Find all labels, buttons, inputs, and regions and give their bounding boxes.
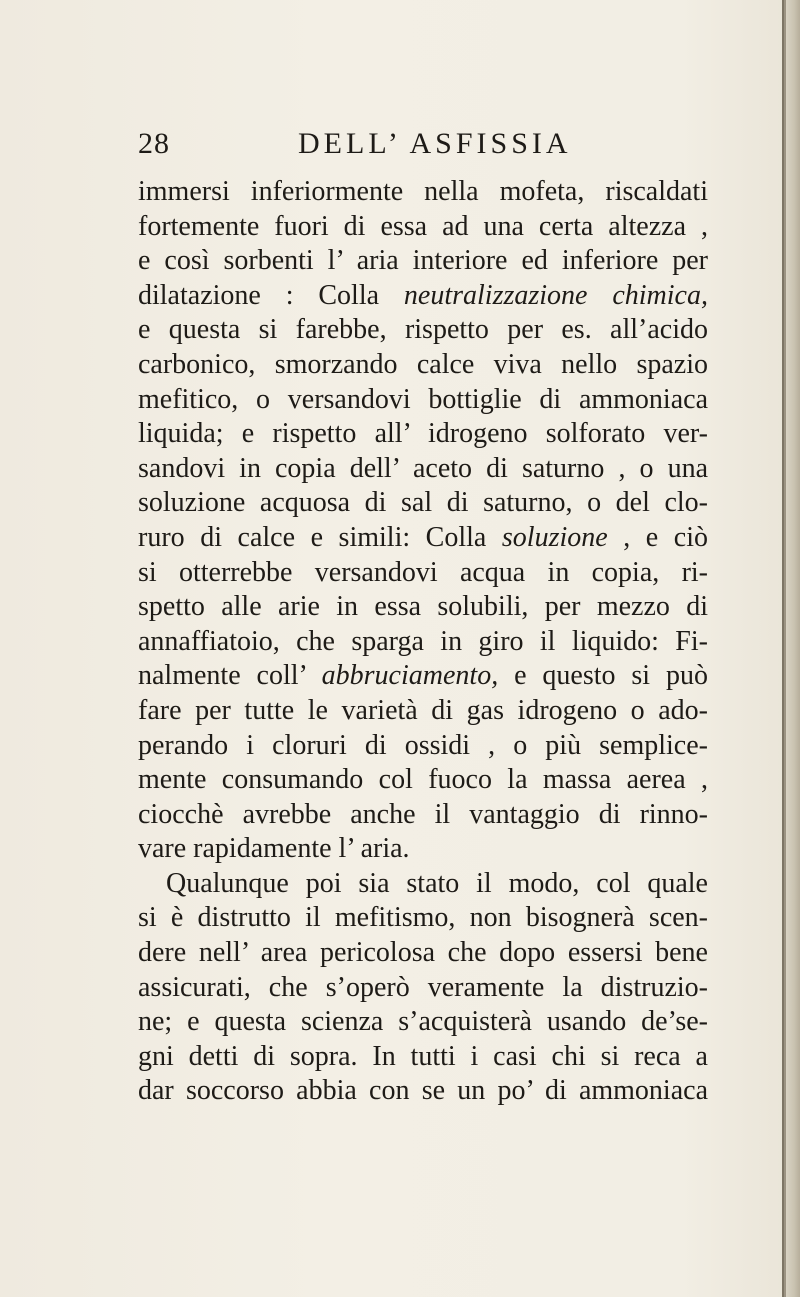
text-line: ne; e questa scienza s’acquisterà usando de’se- [138, 1006, 708, 1038]
text-segment: e questo si può [498, 660, 708, 692]
text-line: assicurati, che s’operò veramente la distruzio- [138, 971, 708, 1003]
text-line: dar soccorso abbia con se un po’ di ammoniaca [138, 1075, 708, 1107]
text-line: si otterrebbe versandovi acqua in copia, ri- [138, 556, 708, 588]
text-line: e questa si farebbe, rispetto per es. all’acido [138, 314, 708, 346]
text-line: fortemente fuori di essa ad una certa altezza , [138, 210, 708, 242]
italic-term: abbruciamento, [321, 660, 499, 692]
text-segment: , e ciò [607, 521, 708, 553]
text-line: liquida; e rispetto all’ idrogeno solforato ver- [138, 418, 708, 450]
text-segment: ruro di calce e simili: Colla [138, 521, 502, 553]
text-line: ciocchè avrebbe anche il vantaggio di rinno- [138, 798, 708, 830]
text-line: mente consumando col fuoco la massa aerea , [138, 764, 708, 796]
page-edge [784, 0, 800, 1297]
page-number: 28 [138, 127, 170, 160]
text-line [138, 279, 708, 314]
text-line: fare per tutte le varietà di gas idrogeno o ado- [138, 694, 708, 726]
text-line: vare rapidamente l’ aria. [138, 833, 410, 865]
text-line: gni detti di sopra. In tutti i casi chi si reca a [138, 1040, 708, 1072]
text-segment: nalmente coll’ [138, 660, 322, 692]
text-segment: dilatazione : Colla [138, 279, 404, 311]
text-line: carbonico, smorzando calce viva nello spazio [138, 348, 708, 380]
text-line: immersi inferiormente nella mofeta, riscaldati [138, 176, 708, 207]
text-line [138, 521, 708, 556]
text-line: spetto alle arie in essa solubili, per mezzo di [138, 591, 708, 623]
text-line: Qualunque poi sia stato il modo, col quale [166, 867, 708, 899]
running-head: DELL’ ASFISSIA [298, 127, 572, 160]
text-line: mefitico, o versandovi bottiglie di ammoniaca [138, 383, 708, 415]
text-line: si è distrutto il mefitismo, non bisognerà scen- [138, 902, 708, 934]
text-line [138, 659, 708, 694]
text-line: annaffiatoio, che sparga in giro il liquido: Fi- [138, 625, 708, 657]
text-line: dere nell’ area pericolosa che dopo essersi bene [138, 937, 708, 969]
text-line: sandovi in copia dell’ aceto di saturno , o una [138, 452, 708, 484]
page-header [138, 127, 708, 167]
italic-term: soluzione [501, 521, 608, 553]
text-line: soluzione acquosa di sal di saturno, o del clo- [138, 487, 708, 519]
body-text [138, 175, 708, 1109]
italic-term: neutralizzazione chimica, [403, 279, 708, 311]
text-line: perando i cloruri di ossidi , o più semplice- [138, 729, 708, 761]
text-line: e così sorbenti l’ aria interiore ed inferiore per [138, 245, 708, 277]
